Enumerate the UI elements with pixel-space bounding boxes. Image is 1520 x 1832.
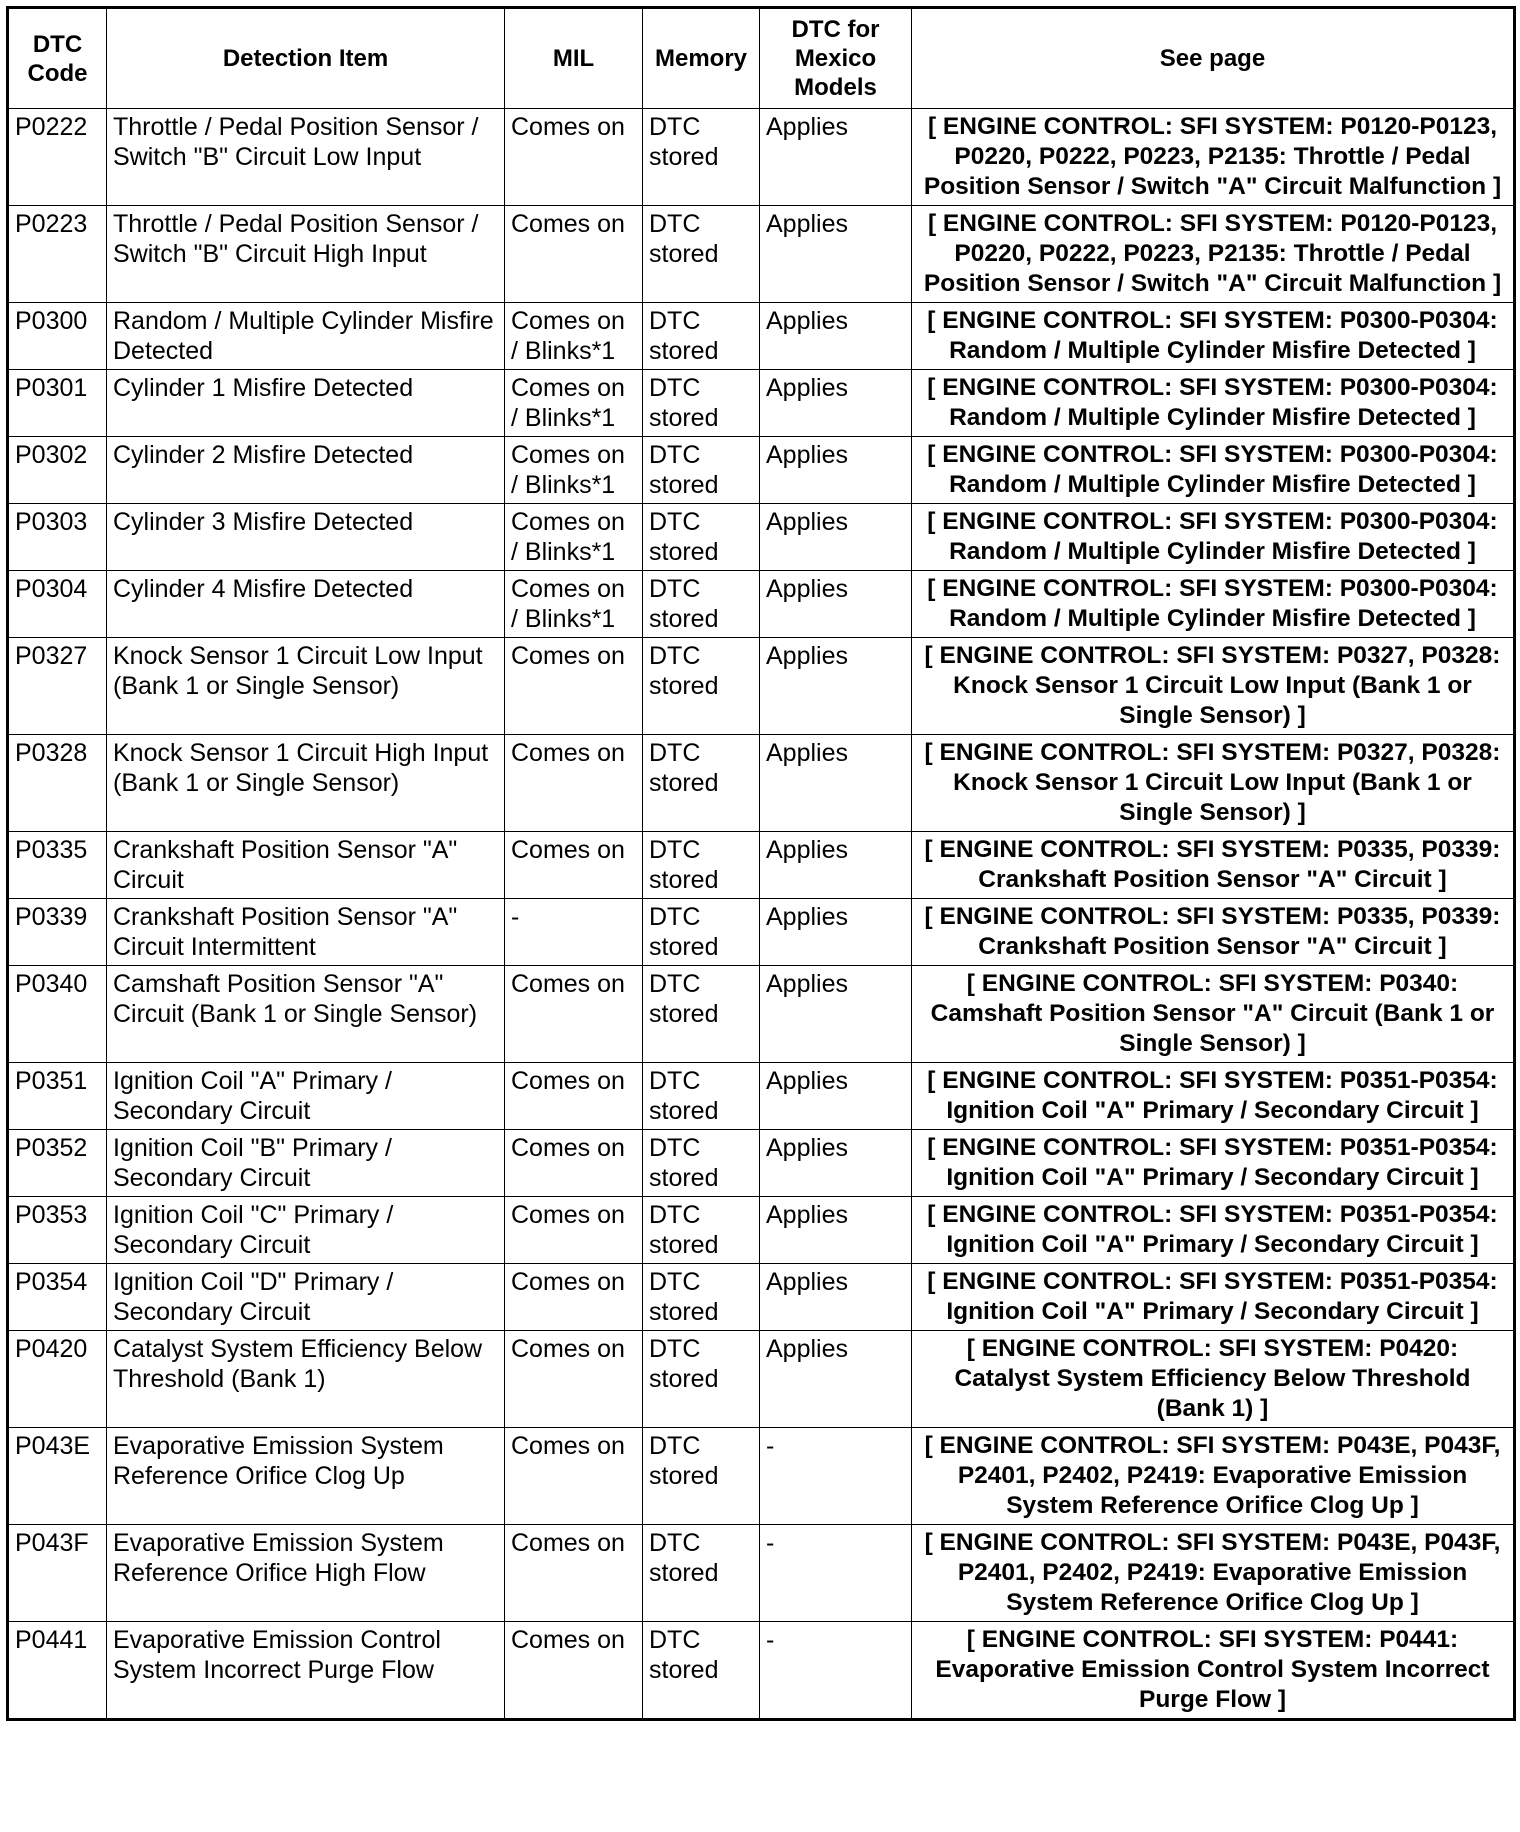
detection-item-cell: Crankshaft Position Sensor "A" Circuit	[107, 832, 505, 899]
see-page-link[interactable]: [ ENGINE CONTROL: SFI SYSTEM: P0300-P0304: Random / Multiple Cylinder Misfire Detected ]	[912, 571, 1515, 638]
mexico-models-cell: Applies	[760, 206, 912, 303]
memory-cell: DTC stored	[643, 899, 760, 966]
see-page-link[interactable]: [ ENGINE CONTROL: SFI SYSTEM: P0420: Catalyst System Efficiency Below Threshold (Bank 1) ]	[912, 1331, 1515, 1428]
detection-item-cell: Catalyst System Efficiency Below Threshold (Bank 1)	[107, 1331, 505, 1428]
table-row	[8, 735, 1515, 832]
detection-item-cell: Throttle / Pedal Position Sensor / Switch "B" Circuit High Input	[107, 206, 505, 303]
table-row	[8, 966, 1515, 1063]
mil-cell: Comes on	[505, 1428, 643, 1525]
detection-item-cell: Ignition Coil "B" Primary / Secondary Circuit	[107, 1130, 505, 1197]
dtc-code-cell: P0223	[8, 206, 107, 303]
memory-cell: DTC stored	[643, 504, 760, 571]
mexico-models-cell: Applies	[760, 1130, 912, 1197]
memory-cell: DTC stored	[643, 966, 760, 1063]
mexico-models-cell: -	[760, 1622, 912, 1720]
table-row	[8, 504, 1515, 571]
header-detection-item: Detection Item	[107, 8, 505, 109]
mil-cell: Comes on	[505, 1622, 643, 1720]
mil-cell: Comes on	[505, 1264, 643, 1331]
detection-item-cell: Ignition Coil "D" Primary / Secondary Circuit	[107, 1264, 505, 1331]
memory-cell: DTC stored	[643, 303, 760, 370]
see-page-link[interactable]: [ ENGINE CONTROL: SFI SYSTEM: P0300-P0304: Random / Multiple Cylinder Misfire Detected ]	[912, 504, 1515, 571]
table-row	[8, 206, 1515, 303]
table-row	[8, 832, 1515, 899]
dtc-document	[6, 6, 1513, 1721]
see-page-link[interactable]: [ ENGINE CONTROL: SFI SYSTEM: P0300-P0304: Random / Multiple Cylinder Misfire Detected ]	[912, 370, 1515, 437]
memory-cell: DTC stored	[643, 571, 760, 638]
table-row	[8, 1264, 1515, 1331]
mil-cell: -	[505, 899, 643, 966]
mil-cell: Comes on	[505, 1331, 643, 1428]
mil-cell: Comes on	[505, 206, 643, 303]
mil-cell: Comes on / Blinks*1	[505, 370, 643, 437]
detection-item-cell: Throttle / Pedal Position Sensor / Switch "B" Circuit Low Input	[107, 109, 505, 206]
mil-cell: Comes on	[505, 1063, 643, 1130]
mexico-models-cell: Applies	[760, 370, 912, 437]
dtc-code-cell: P0340	[8, 966, 107, 1063]
mexico-models-cell: Applies	[760, 1063, 912, 1130]
memory-cell: DTC stored	[643, 1331, 760, 1428]
dtc-code-cell: P0352	[8, 1130, 107, 1197]
table-row	[8, 899, 1515, 966]
dtc-code-cell: P0222	[8, 109, 107, 206]
see-page-link[interactable]: [ ENGINE CONTROL: SFI SYSTEM: P0327, P0328: Knock Sensor 1 Circuit Low Input (Bank 1 or Single Sensor) ]	[912, 735, 1515, 832]
detection-item-cell: Crankshaft Position Sensor "A" Circuit Intermittent	[107, 899, 505, 966]
mexico-models-cell: Applies	[760, 966, 912, 1063]
table-row	[8, 1622, 1515, 1720]
mexico-models-cell: Applies	[760, 504, 912, 571]
mexico-models-cell: Applies	[760, 109, 912, 206]
dtc-code-cell: P0353	[8, 1197, 107, 1264]
detection-item-cell: Evaporative Emission Control System Incorrect Purge Flow	[107, 1622, 505, 1720]
table-row	[8, 1197, 1515, 1264]
memory-cell: DTC stored	[643, 1063, 760, 1130]
see-page-link[interactable]: [ ENGINE CONTROL: SFI SYSTEM: P0351-P0354: Ignition Coil "A" Primary / Secondary Circuit ]	[912, 1063, 1515, 1130]
dtc-code-cell: P0354	[8, 1264, 107, 1331]
see-page-link[interactable]: [ ENGINE CONTROL: SFI SYSTEM: P043E, P043F, P2401, P2402, P2419: Evaporative Emission System Reference Orifice Clog Up ]	[912, 1428, 1515, 1525]
memory-cell: DTC stored	[643, 735, 760, 832]
mil-cell: Comes on	[505, 1130, 643, 1197]
table-row	[8, 109, 1515, 206]
mil-cell: Comes on / Blinks*1	[505, 303, 643, 370]
mexico-models-cell: Applies	[760, 303, 912, 370]
dtc-code-cell: P0301	[8, 370, 107, 437]
mil-cell: Comes on	[505, 832, 643, 899]
memory-cell: DTC stored	[643, 1622, 760, 1720]
memory-cell: DTC stored	[643, 370, 760, 437]
dtc-code-cell: P0339	[8, 899, 107, 966]
detection-item-cell: Random / Multiple Cylinder Misfire Detected	[107, 303, 505, 370]
dtc-code-cell: P043E	[8, 1428, 107, 1525]
detection-item-cell: Cylinder 1 Misfire Detected	[107, 370, 505, 437]
dtc-code-cell: P0328	[8, 735, 107, 832]
table-header-row	[8, 8, 1515, 109]
memory-cell: DTC stored	[643, 638, 760, 735]
mil-cell: Comes on / Blinks*1	[505, 571, 643, 638]
dtc-table	[6, 6, 1516, 1721]
mexico-models-cell: Applies	[760, 899, 912, 966]
dtc-code-cell: P043F	[8, 1525, 107, 1622]
mexico-models-cell: Applies	[760, 638, 912, 735]
dtc-code-cell: P0335	[8, 832, 107, 899]
dtc-code-cell: P0327	[8, 638, 107, 735]
memory-cell: DTC stored	[643, 1428, 760, 1525]
memory-cell: DTC stored	[643, 1525, 760, 1622]
memory-cell: DTC stored	[643, 437, 760, 504]
mexico-models-cell: Applies	[760, 571, 912, 638]
detection-item-cell: Knock Sensor 1 Circuit High Input (Bank 1 or Single Sensor)	[107, 735, 505, 832]
memory-cell: DTC stored	[643, 109, 760, 206]
table-row	[8, 437, 1515, 504]
memory-cell: DTC stored	[643, 206, 760, 303]
table-row	[8, 638, 1515, 735]
mil-cell: Comes on	[505, 966, 643, 1063]
dtc-code-cell: P0303	[8, 504, 107, 571]
mexico-models-cell: Applies	[760, 1264, 912, 1331]
header-mil: MIL	[505, 8, 643, 109]
detection-item-cell: Evaporative Emission System Reference Orifice High Flow	[107, 1525, 505, 1622]
see-page-link[interactable]: [ ENGINE CONTROL: SFI SYSTEM: P0120-P0123, P0220, P0222, P0223, P2135: Throttle / Pedal Position Sensor / Switch "A" Circuit Malfunction ]	[912, 109, 1515, 206]
see-page-link[interactable]: [ ENGINE CONTROL: SFI SYSTEM: P0300-P0304: Random / Multiple Cylinder Misfire Detected ]	[912, 303, 1515, 370]
mil-cell: Comes on	[505, 1525, 643, 1622]
mexico-models-cell: Applies	[760, 735, 912, 832]
mexico-models-cell: -	[760, 1428, 912, 1525]
detection-item-cell: Evaporative Emission System Reference Orifice Clog Up	[107, 1428, 505, 1525]
table-row	[8, 303, 1515, 370]
table-row	[8, 571, 1515, 638]
memory-cell: DTC stored	[643, 1197, 760, 1264]
header-see-page: See page	[912, 8, 1515, 109]
mil-cell: Comes on / Blinks*1	[505, 437, 643, 504]
see-page-link[interactable]: [ ENGINE CONTROL: SFI SYSTEM: P0335, P0339: Crankshaft Position Sensor "A" Circuit ]	[912, 832, 1515, 899]
detection-item-cell: Ignition Coil "A" Primary / Secondary Circuit	[107, 1063, 505, 1130]
detection-item-cell: Knock Sensor 1 Circuit Low Input (Bank 1 or Single Sensor)	[107, 638, 505, 735]
table-row	[8, 370, 1515, 437]
see-page-link[interactable]: [ ENGINE CONTROL: SFI SYSTEM: P0340: Camshaft Position Sensor "A" Circuit (Bank 1 or Single Sensor) ]	[912, 966, 1515, 1063]
dtc-code-cell: P0420	[8, 1331, 107, 1428]
table-row	[8, 1428, 1515, 1525]
see-page-link[interactable]: [ ENGINE CONTROL: SFI SYSTEM: P0351-P0354: Ignition Coil "A" Primary / Secondary Circuit ]	[912, 1197, 1515, 1264]
see-page-link[interactable]: [ ENGINE CONTROL: SFI SYSTEM: P043E, P043F, P2401, P2402, P2419: Evaporative Emission System Reference Orifice Clog Up ]	[912, 1525, 1515, 1622]
detection-item-cell: Camshaft Position Sensor "A" Circuit (Bank 1 or Single Sensor)	[107, 966, 505, 1063]
see-page-link[interactable]: [ ENGINE CONTROL: SFI SYSTEM: P0351-P0354: Ignition Coil "A" Primary / Secondary Circuit ]	[912, 1264, 1515, 1331]
detection-item-cell: Ignition Coil "C" Primary / Secondary Circuit	[107, 1197, 505, 1264]
detection-item-cell: Cylinder 2 Misfire Detected	[107, 437, 505, 504]
header-dtc-code: DTC Code	[8, 8, 107, 109]
mil-cell: Comes on	[505, 109, 643, 206]
detection-item-cell: Cylinder 3 Misfire Detected	[107, 504, 505, 571]
mexico-models-cell: -	[760, 1525, 912, 1622]
mil-cell: Comes on	[505, 1197, 643, 1264]
mil-cell: Comes on	[505, 638, 643, 735]
see-page-link[interactable]: [ ENGINE CONTROL: SFI SYSTEM: P0351-P0354: Ignition Coil "A" Primary / Secondary Circuit ]	[912, 1130, 1515, 1197]
header-memory: Memory	[643, 8, 760, 109]
table-row	[8, 1130, 1515, 1197]
dtc-code-cell: P0302	[8, 437, 107, 504]
table-row	[8, 1525, 1515, 1622]
dtc-code-cell: P0300	[8, 303, 107, 370]
see-page-link[interactable]: [ ENGINE CONTROL: SFI SYSTEM: P0335, P0339: Crankshaft Position Sensor "A" Circuit ]	[912, 899, 1515, 966]
memory-cell: DTC stored	[643, 1130, 760, 1197]
table-row	[8, 1063, 1515, 1130]
detection-item-cell: Cylinder 4 Misfire Detected	[107, 571, 505, 638]
mexico-models-cell: Applies	[760, 1197, 912, 1264]
mexico-models-cell: Applies	[760, 437, 912, 504]
memory-cell: DTC stored	[643, 1264, 760, 1331]
mil-cell: Comes on	[505, 735, 643, 832]
see-page-link[interactable]: [ ENGINE CONTROL: SFI SYSTEM: P0120-P0123, P0220, P0222, P0223, P2135: Throttle / Pedal Position Sensor / Switch "A" Circuit Malfunction ]	[912, 206, 1515, 303]
dtc-code-cell: P0304	[8, 571, 107, 638]
table-row	[8, 1331, 1515, 1428]
dtc-code-cell: P0351	[8, 1063, 107, 1130]
see-page-link[interactable]: [ ENGINE CONTROL: SFI SYSTEM: P0327, P0328: Knock Sensor 1 Circuit Low Input (Bank 1 or Single Sensor) ]	[912, 638, 1515, 735]
mil-cell: Comes on / Blinks*1	[505, 504, 643, 571]
see-page-link[interactable]: [ ENGINE CONTROL: SFI SYSTEM: P0441: Evaporative Emission Control System Incorrect Purge Flow ]	[912, 1622, 1515, 1720]
see-page-link[interactable]: [ ENGINE CONTROL: SFI SYSTEM: P0300-P0304: Random / Multiple Cylinder Misfire Detected ]	[912, 437, 1515, 504]
header-mexico-models: DTC for Mexico Models	[760, 8, 912, 109]
mexico-models-cell: Applies	[760, 832, 912, 899]
memory-cell: DTC stored	[643, 832, 760, 899]
dtc-code-cell: P0441	[8, 1622, 107, 1720]
mexico-models-cell: Applies	[760, 1331, 912, 1428]
